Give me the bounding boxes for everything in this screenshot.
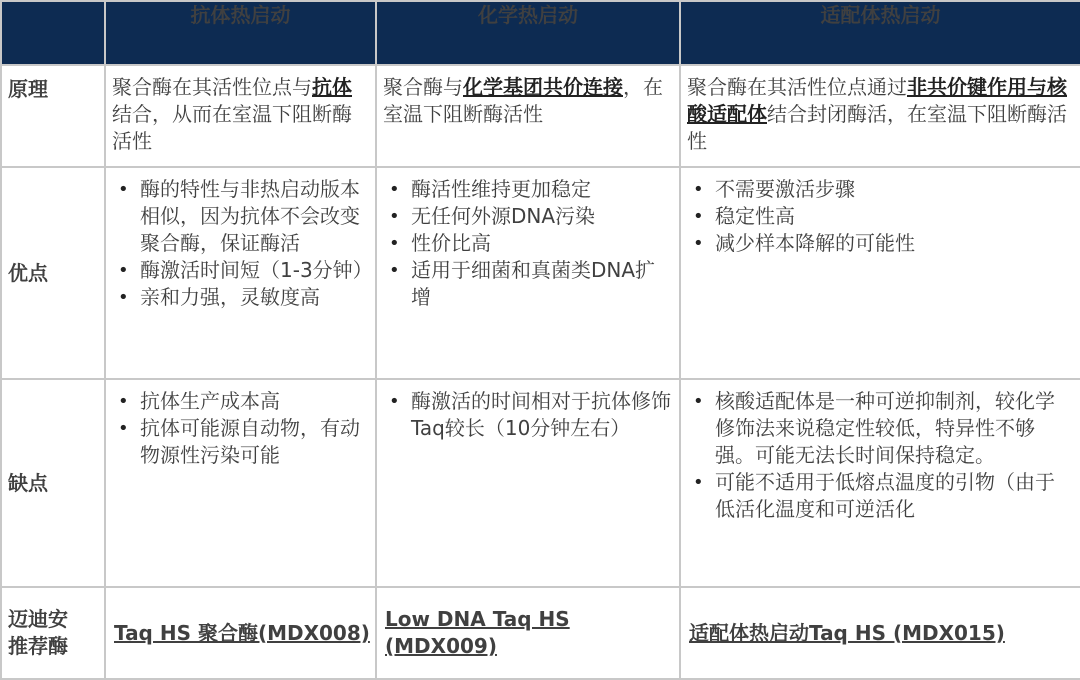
list-item: • 稳定性高: [687, 203, 1074, 230]
header-row: [1, 1, 1080, 65]
row-label-principle: 原理: [1, 65, 105, 167]
principle-aptamer-post: 结合封闭酶活，在室温下阻断酶活性: [687, 102, 1067, 153]
row-label-advantages: 优点: [1, 167, 105, 379]
advantages-chemical-list: [383, 176, 673, 311]
list-item: • 核酸适配体是一种可逆抑制剂，较化学修饰法来说稳定性较低，特异性不够强。可能无法长时间保持稳定。: [687, 388, 1074, 469]
principle-antibody-post: 结合，从而在室温下阻断酶活性: [112, 102, 352, 153]
row-label-recommended-line1: 迈迪安: [8, 607, 68, 631]
list-item: • 酶的特性与非热启动版本相似，因为抗体不会改变聚合酶，保证酶活: [112, 176, 369, 257]
list-item: • 抗体可能源自动物，有动物源性污染可能: [112, 415, 369, 469]
principle-chemical-pre: 聚合酶与: [383, 75, 463, 99]
disadvantages-row: [1, 379, 1080, 587]
principle-antibody: [105, 65, 376, 167]
row-label-recommended-line2: 推荐酶: [8, 634, 68, 658]
principle-chemical-bold: 化学基团共价连接: [463, 75, 623, 99]
principle-chemical: [376, 65, 680, 167]
advantages-row: [1, 167, 1080, 379]
list-item: • 不需要激活步骤: [687, 176, 1074, 203]
list-item: • 性价比高: [383, 230, 673, 257]
row-label-recommended: [1, 587, 105, 679]
list-item: • 亲和力强，灵敏度高: [112, 284, 369, 311]
principle-aptamer: [680, 65, 1080, 167]
disadvantages-aptamer: [680, 379, 1080, 587]
list-item: • 可能不适用于低熔点温度的引物（由于低活化温度和可逆活化: [687, 469, 1074, 523]
disadvantages-antibody: [105, 379, 376, 587]
row-label-disadvantages: 缺点: [1, 379, 105, 587]
header-corner: [1, 1, 105, 65]
disadvantages-aptamer-list: [687, 388, 1074, 523]
disadvantages-antibody-list: [112, 388, 369, 469]
advantages-chemical: [376, 167, 680, 379]
principle-antibody-pre: 聚合酶在其活性位点与: [112, 75, 312, 99]
list-item: • 无任何外源DNA污染: [383, 203, 673, 230]
principle-row: [1, 65, 1080, 167]
principle-antibody-bold: 抗体: [312, 75, 352, 99]
advantages-aptamer: [680, 167, 1080, 379]
list-item: • 酶活性维持更加稳定: [383, 176, 673, 203]
advantages-antibody: [105, 167, 376, 379]
advantages-antibody-list: [112, 176, 373, 311]
list-item: • 抗体生产成本高: [112, 388, 369, 415]
recommended-aptamer: 适配体热启动Taq HS (MDX015): [680, 587, 1080, 679]
header-chemical: 化学热启动: [376, 1, 680, 65]
disadvantages-chemical: [376, 379, 680, 587]
list-item: • 酶激活的时间相对于抗体修饰Taq较长（10分钟左右）: [383, 388, 673, 442]
advantages-aptamer-list: [687, 176, 1074, 257]
recommended-row: [1, 587, 1080, 679]
list-item: • 适用于细菌和真菌类DNA扩增: [383, 257, 673, 311]
header-antibody: 抗体热启动: [105, 1, 376, 65]
principle-aptamer-pre: 聚合酶在其活性位点通过: [687, 75, 907, 99]
principle-aptamer-bold: 非共价键作用与核酸适配体: [687, 75, 1067, 126]
disadvantages-chemical-list: [383, 388, 673, 442]
recommended-chemical: Low DNA Taq HS (MDX009): [376, 587, 680, 679]
header-aptamer: 适配体热启动: [680, 1, 1080, 65]
list-item: • 酶激活时间短（1-3分钟）: [112, 257, 369, 284]
list-item: • 减少样本降解的可能性: [687, 230, 1074, 257]
recommended-antibody: Taq HS 聚合酶(MDX008): [105, 587, 376, 679]
principle-chemical-post: ，在室温下阻断酶活性: [383, 75, 663, 126]
